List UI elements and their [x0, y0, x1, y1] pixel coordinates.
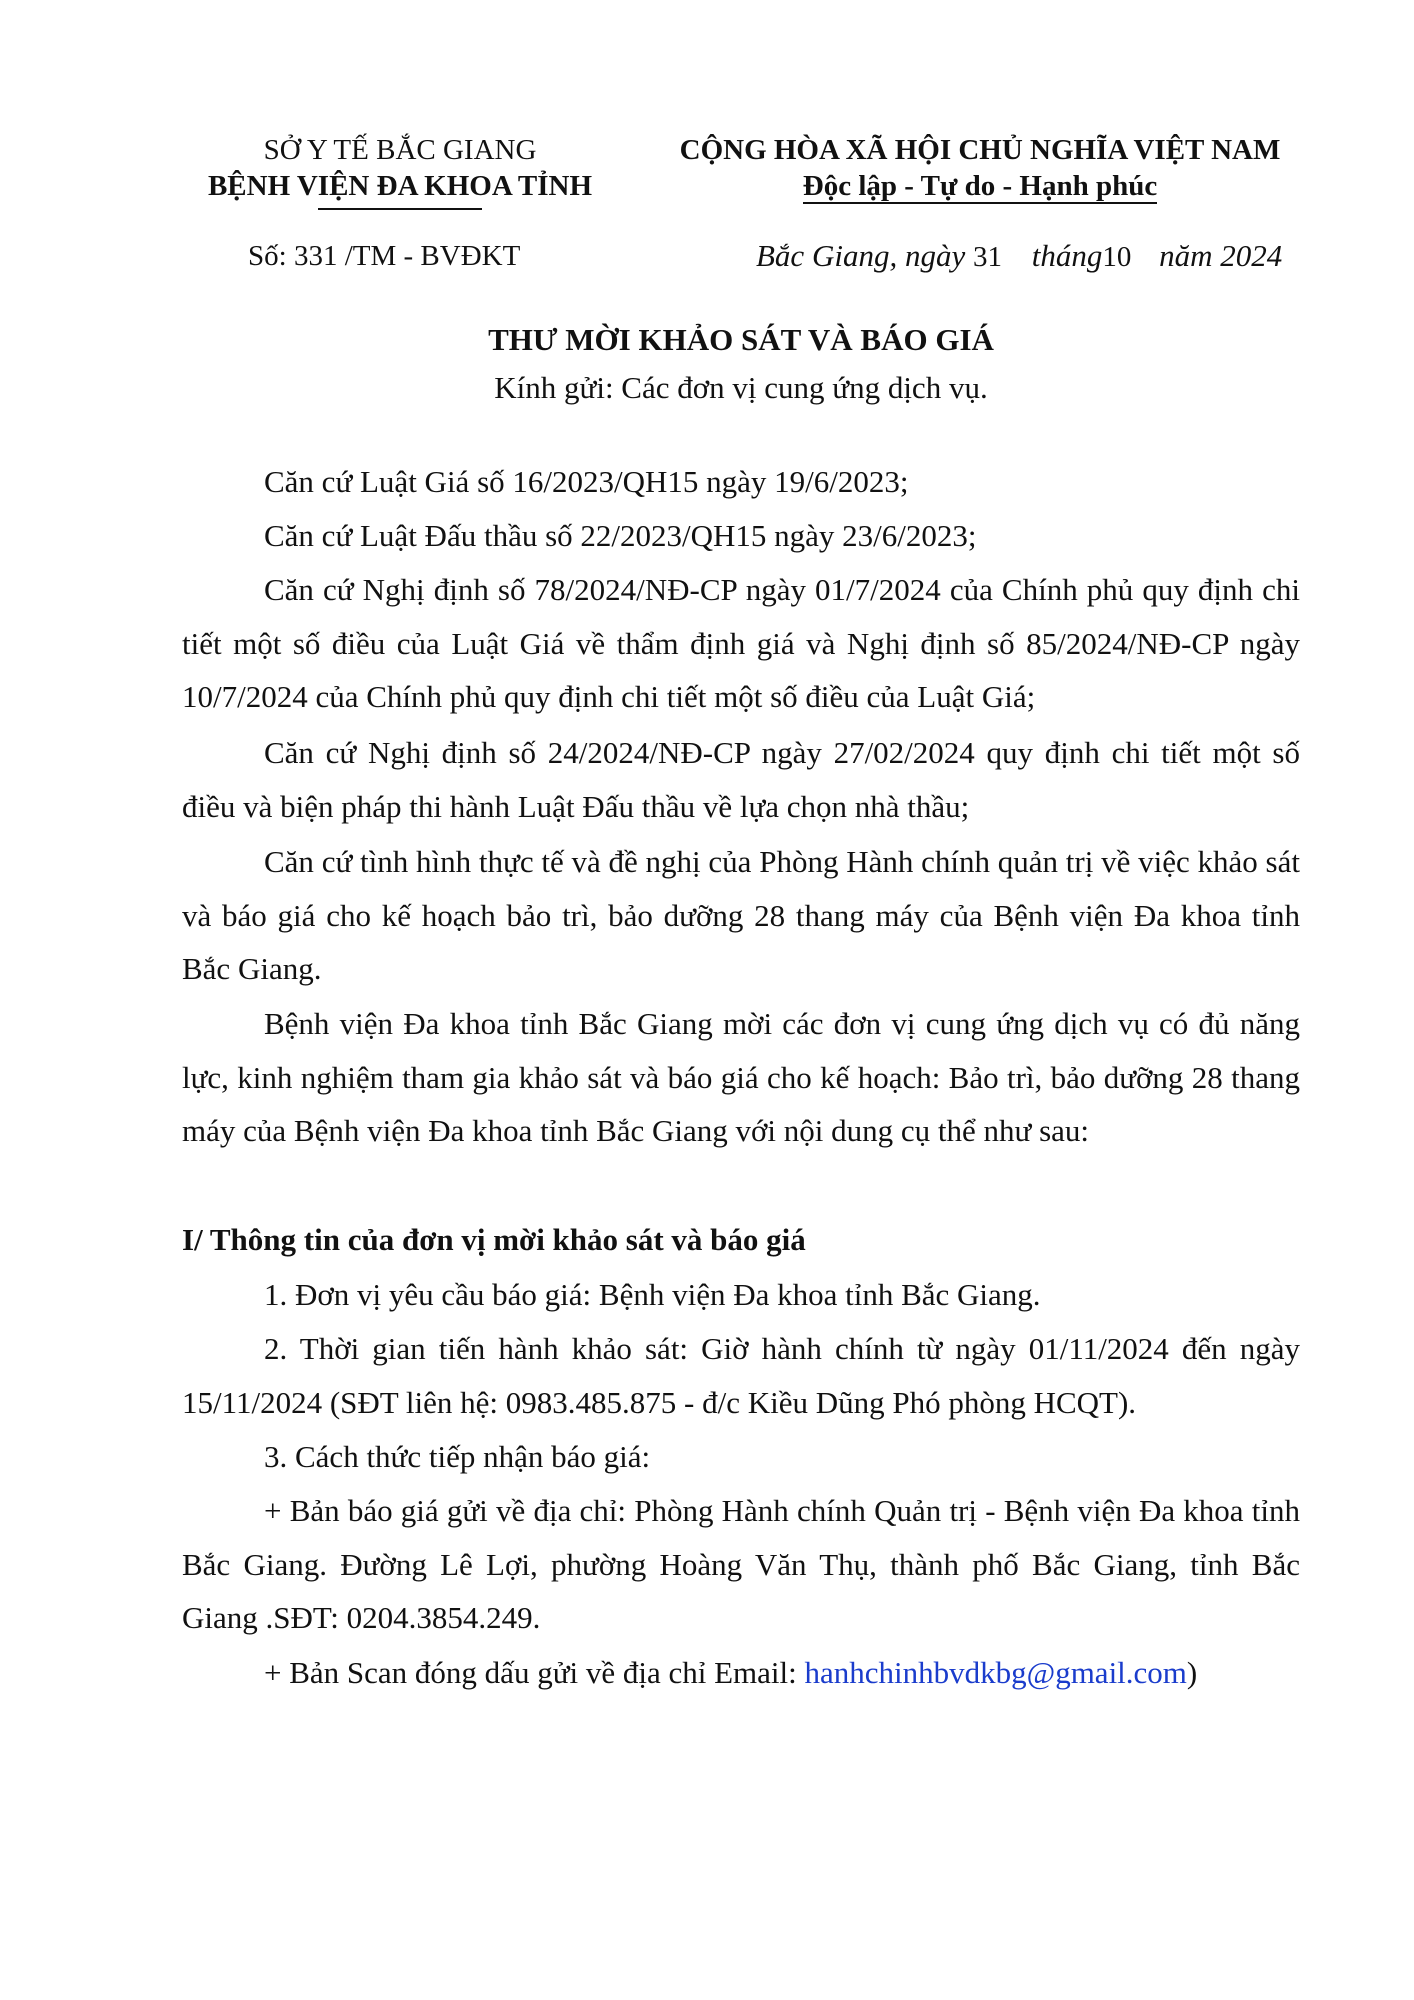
date-month: 10 — [1102, 241, 1132, 273]
motto-text: Độc lập - Tự do - Hạnh phúc — [802, 170, 1158, 202]
date-month-label: tháng — [1031, 238, 1103, 273]
section-1-item-3b — [182, 1646, 1300, 1700]
recipient-line: Kính gửi: Các đơn vị cung ứng dịch vụ. — [494, 370, 988, 405]
doc-number-prefix: Số: — [248, 240, 287, 272]
item-3b-prefix: + Bản Scan đóng dấu gửi về địa chỉ Email: — [264, 1655, 797, 1690]
doc-number-value: 331 — [293, 240, 338, 272]
department-name: SỞ Y TẾ BẮC GIANG — [263, 134, 537, 166]
country-name: CỘNG HÒA XÃ HỘI CHỦ NGHĨA VIỆT NAM — [679, 134, 1281, 166]
section-1-item-2: 2. Thời gian tiến hành khảo sát: Giờ hành chính từ ngày 01/11/2024 đến ngày 15/11/2024 (SĐT liên hệ: 0983.485.875 - đ/c Kiều Dũng Phó phòng HCQT). — [182, 1331, 1300, 1420]
section-1-heading: I/ Thông tin của đơn vị mời khảo sát và báo giá — [182, 1222, 806, 1257]
doc-number-suffix: /TM - BVĐKT — [344, 240, 521, 272]
date-place: Bắc Giang, ngày — [756, 238, 966, 273]
basis-paragraph-1: Căn cứ Luật Giá số 16/2023/QH15 ngày 19/6/2023; — [264, 464, 909, 499]
contact-email-link[interactable]: hanhchinhbvdkbg@gmail.com — [804, 1655, 1187, 1690]
basis-paragraph-5: Căn cứ tình hình thực tế và đề nghị của Phòng Hành chính quản trị về việc khảo sát và báo giá cho kế hoạch bảo trì, bảo dưỡng 28 thang máy của Bệnh viện Đa khoa tỉnh Bắc Giang. — [182, 844, 1300, 986]
basis-paragraph-2: Căn cứ Luật Đấu thầu số 22/2023/QH15 ngày 23/6/2023; — [264, 518, 977, 553]
hospital-name: BỆNH VIỆN ĐA KHOA TỈNH — [207, 170, 593, 202]
document-title: THƯ MỜI KHẢO SÁT VÀ BÁO GIÁ — [488, 322, 994, 357]
invitation-paragraph: Bệnh viện Đa khoa tỉnh Bắc Giang mời các đơn vị cung ứng dịch vụ có đủ năng lực, kinh nghiệm tham gia khảo sát và báo giá cho kế hoạch: Bảo trì, bảo dưỡng 28 thang máy của Bệnh viện Đa khoa tỉnh Bắc Giang với nội dung cụ thể như sau: — [182, 1006, 1300, 1148]
date-year: năm 2024 — [1159, 238, 1283, 273]
document-number — [248, 240, 520, 273]
section-1-item-3: 3. Cách thức tiếp nhận báo giá: — [264, 1439, 651, 1474]
section-1-item-3a: + Bản báo giá gửi về địa chỉ: Phòng Hành chính Quản trị - Bệnh viện Đa khoa tỉnh Bắc Giang. Đường Lê Lợi, phường Hoàng Văn Thụ, thành phố Bắc Giang, tỉnh Bắc Giang .SĐT: 0204.3854.249. — [182, 1493, 1300, 1635]
date-day: 31 — [972, 241, 1002, 273]
hospital-name-underline — [318, 208, 482, 210]
section-1-item-1: 1. Đơn vị yêu cầu báo giá: Bệnh viện Đa khoa tỉnh Bắc Giang. — [264, 1277, 1041, 1312]
basis-paragraph-3: Căn cứ Nghị định số 78/2024/NĐ-CP ngày 01/7/2024 của Chính phủ quy định chi tiết một số điều của Luật Giá về thẩm định giá và Nghị định số 85/2024/NĐ-CP ngày 10/7/2024 của Chính phủ quy định chi tiết một số điều của Luật Giá; — [182, 572, 1300, 714]
motto — [655, 170, 1305, 203]
basis-paragraph-4: Căn cứ Nghị định số 24/2024/NĐ-CP ngày 27/02/2024 quy định chi tiết một số điều và biện pháp thi hành Luật Đấu thầu về lựa chọn nhà thầu; — [182, 735, 1300, 824]
document-date — [756, 238, 1282, 274]
item-3b-suffix: ) — [1186, 1655, 1198, 1690]
